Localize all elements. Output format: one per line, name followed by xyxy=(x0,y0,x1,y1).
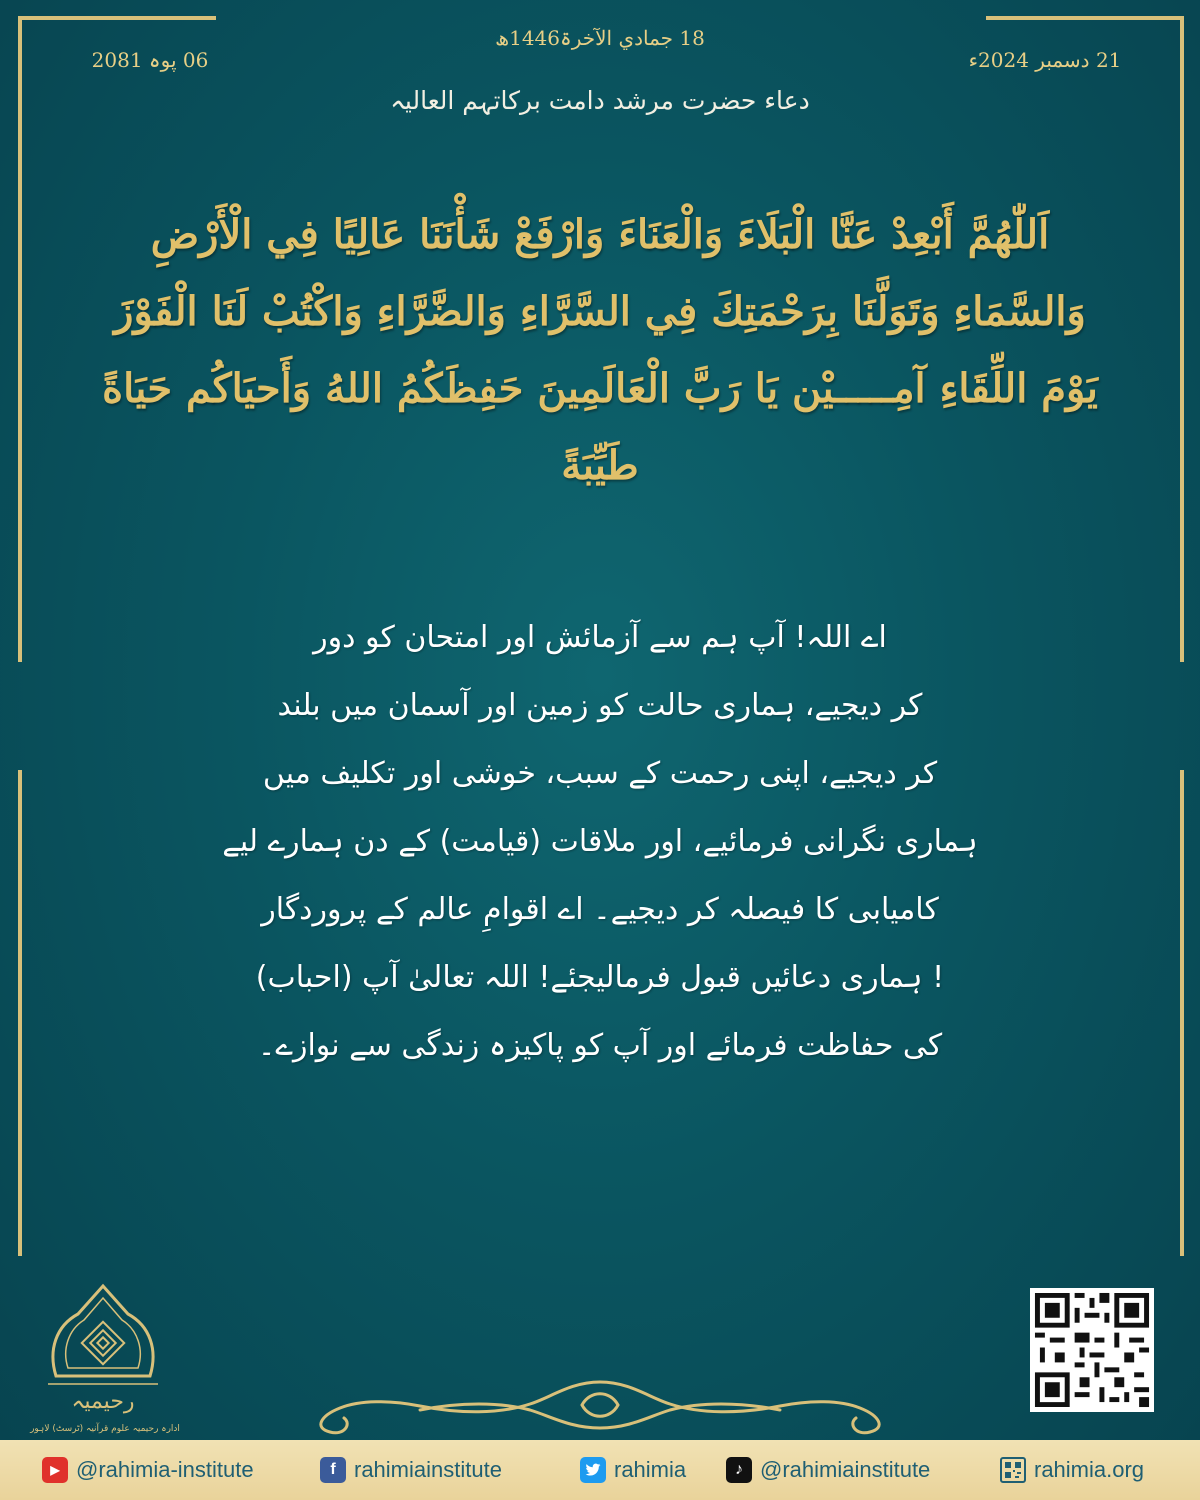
page-title: دعاء حضرت مرشد دامت برکاتہم العالیہ xyxy=(390,86,810,115)
facebook-link[interactable] xyxy=(320,1452,502,1488)
website-link[interactable] xyxy=(1000,1452,1144,1488)
translation-line: کامیابی کا فیصلہ کر دیجیے۔ اے اقوامِ عالم کے پروردگار xyxy=(261,892,939,927)
logo-text: رحیمیہ xyxy=(71,1389,135,1414)
frame-top-right xyxy=(986,16,1184,20)
website-url: rahimia.org xyxy=(1034,1457,1145,1482)
footer-bar xyxy=(0,1440,1200,1500)
arabic-dua: اَللّٰهُمَّ أَبْعِدْ عَنَّا الْبَلَاءَ وَالْعَنَاءَ وَارْفَعْ شَأْنَنَا عَالِيًا فِي الْأَرْضِ وَالسَّمَاءِ وَتَوَلَّنَا بِرَحْمَتِكَ فِي السَّرَّاءِ وَالضَّرَّاءِ وَاكْتُبْ لَنَا الْفَوْزَ يَوْمَ اللِّقَاءِ آمِـــــيْن يَا رَبَّ الْعَالَمِينَ حَفِظَكُمُ اللهُ وَأَحيَاكُم حَيَاةً طَيِّبَةً xyxy=(102,211,1098,489)
tiktok-handle: @rahimiainstitute xyxy=(760,1457,931,1482)
frame-right-lower xyxy=(1180,770,1184,1256)
facebook-handle: rahimiainstitute xyxy=(354,1457,502,1482)
gregorian-date: 21 دسمبر 2024ء xyxy=(968,48,1122,72)
translation-line: ہماری نگرانی فرمائیے، اور ملاقات (قیامت) کے دن ہمارے لیے xyxy=(222,824,978,859)
frame-left-lower xyxy=(18,770,22,1256)
youtube-handle: @rahimia-institute xyxy=(76,1457,254,1482)
decorative-ornament xyxy=(300,1370,900,1440)
youtube-icon: ▶ xyxy=(42,1457,68,1483)
translation-line: اے اللہ! آپ ہم سے آزمائش اور امتحان کو دور xyxy=(313,620,887,655)
bikrami-date: 06 پوہ 2081 xyxy=(91,48,209,72)
facebook-icon: f xyxy=(320,1457,346,1483)
translation-line: ! ہماری دعائیں قبول فرمالیجئے! اللہ تعالیٰ آپ (احباب) xyxy=(255,960,945,995)
translation-line: کر دیجیے، اپنی رحمت کے سبب، خوشی اور تکلیف میں xyxy=(262,756,938,791)
twitter-icon xyxy=(580,1457,606,1483)
twitter-link[interactable] xyxy=(580,1452,686,1488)
translation-line: کر دیجیے، ہماری حالت کو زمین اور آسمان میں بلند xyxy=(277,688,923,723)
tiktok-link[interactable] xyxy=(726,1452,930,1488)
qr-code[interactable] xyxy=(1030,1288,1154,1412)
qr-icon xyxy=(1000,1457,1026,1483)
rahimia-logo xyxy=(38,1280,168,1440)
hijri-date: 18 جمادي الآخرۃ1446ھ xyxy=(495,26,705,50)
tiktok-icon: ♪ xyxy=(726,1457,752,1483)
translation-line: کی حفاظت فرمائے اور آپ کو پاکیزہ زندگی سے نوازے۔ xyxy=(257,1028,943,1063)
urdu-translation xyxy=(110,604,1090,1080)
frame-top-left xyxy=(18,16,216,20)
twitter-handle: rahimia xyxy=(614,1457,687,1482)
youtube-link[interactable] xyxy=(42,1452,254,1488)
logo-caption: ادارہ رحیمیہ علوم قرآنیہ (ٹرسٹ) لاہور xyxy=(30,1424,180,1434)
